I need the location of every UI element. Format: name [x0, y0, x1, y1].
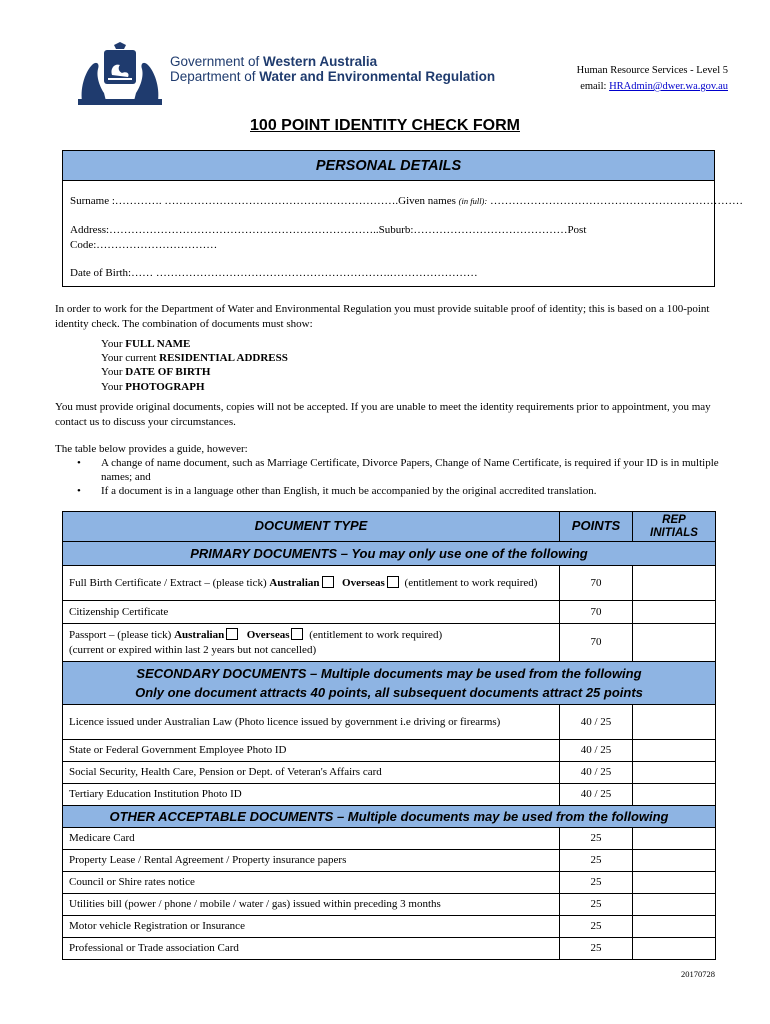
points-cell: 25 — [560, 850, 633, 872]
passport-australian-checkbox[interactable] — [226, 628, 238, 640]
col-points: POINTS — [560, 512, 633, 542]
points-cell: 25 — [560, 894, 633, 916]
table-row — [63, 938, 716, 960]
bullet-dot: • — [77, 485, 81, 497]
gov-line2-bold: Water and Environmental Regulation — [259, 69, 496, 84]
rep-initials-cell[interactable] — [633, 850, 716, 872]
col-document-type: DOCUMENT TYPE — [63, 512, 560, 542]
overseas-label: Overseas — [342, 576, 385, 589]
points-cell: 25 — [560, 916, 633, 938]
table-row — [63, 916, 716, 938]
points-cell: 25 — [560, 828, 633, 850]
rep-initials-cell[interactable] — [633, 762, 716, 784]
secondary-heading — [63, 662, 716, 705]
primary-heading: PRIMARY DOCUMENTS – You may only use one of the following — [63, 542, 716, 566]
points-cell: 40 / 25 — [560, 762, 633, 784]
passport-cell — [63, 624, 560, 662]
document-label: Licence issued under Australian Law (Photo licence issued by government i.e driving or firearms) — [63, 705, 560, 740]
passport-entitlement: (entitlement to work required) — [306, 629, 443, 641]
points-cell: 25 — [560, 872, 633, 894]
points-cell: 70 — [560, 601, 633, 624]
given-fill: …………………………………………………………… — [487, 195, 743, 207]
gov-line1-prefix: Government of — [170, 54, 264, 69]
personal-details-box — [62, 150, 743, 287]
table-header-row — [63, 512, 716, 542]
agency-name — [170, 54, 495, 84]
table-row — [63, 740, 716, 762]
requirement-item — [101, 380, 288, 394]
rep-initials-cell[interactable] — [633, 624, 716, 662]
birth-cert-cell — [63, 566, 560, 601]
birth-overseas-checkbox[interactable] — [387, 576, 399, 588]
points-cell: 40 / 25 — [560, 705, 633, 740]
requirement-prefix: Your current — [101, 352, 160, 365]
overseas-label: Overseas — [246, 629, 290, 641]
document-table — [62, 511, 716, 960]
originals-note: You must provide original documents, copies will not be accepted. If you are unable to meet the identity requirements prior to appointment, you may contact us to discuss your circumstances. — [55, 401, 711, 428]
requirement-item — [101, 365, 288, 379]
document-label: Social Security, Health Care, Pension or Dept. of Veteran's Affairs card — [63, 762, 560, 784]
table-row — [63, 784, 716, 806]
points-cell: 70 — [560, 624, 633, 662]
requirement-bold: PHOTOGRAPH — [125, 380, 205, 393]
dob-field[interactable]: Date of Birth:…… ……………………………………………………….…………………… — [70, 267, 478, 279]
rep-initials-cell[interactable] — [633, 740, 716, 762]
primary-heading-row — [63, 542, 716, 566]
secondary-heading-line2: Only one document attracts 40 points, all subsequent documents attract 25 points — [135, 685, 643, 700]
citizenship-cell: Citizenship Certificate — [63, 601, 560, 624]
hr-email-label: email: — [580, 81, 610, 92]
table-row — [63, 894, 716, 916]
secondary-heading-line1: SECONDARY DOCUMENTS – Multiple documents may be used from the following — [136, 666, 642, 681]
rep-initials-cell[interactable] — [633, 894, 716, 916]
rep-initials-cell[interactable] — [633, 872, 716, 894]
rep-initials-cell[interactable] — [633, 705, 716, 740]
requirement-prefix: Your — [101, 380, 126, 393]
australian-label: Australian — [174, 629, 225, 641]
document-label: Property Lease / Rental Agreement / Property insurance papers — [63, 850, 560, 872]
address-field[interactable]: Address:………………………………………………………………..Suburb:……………………………………Post — [70, 224, 587, 236]
bullet-dot: • — [77, 457, 81, 469]
requirement-bold: FULL NAME — [125, 338, 191, 350]
surname-given-field[interactable] — [70, 195, 743, 207]
other-heading: OTHER ACCEPTABLE DOCUMENTS – Multiple documents may be used from the following — [63, 806, 716, 828]
guide-section — [55, 442, 720, 498]
document-label: Professional or Trade association Card — [63, 938, 560, 960]
requirement-prefix: Your — [101, 338, 126, 350]
bullet-text: If a document is in a language other than English, it much be accompanied by the original accredited translation. — [101, 485, 597, 497]
personal-details-heading: PERSONAL DETAILS — [63, 151, 714, 181]
gov-line2-prefix: Department of — [170, 69, 260, 84]
rep-initials-cell[interactable] — [633, 916, 716, 938]
guide-bullet — [55, 456, 720, 484]
form-title: 100 POINT IDENTITY CHECK FORM — [250, 117, 520, 134]
hr-contact — [577, 63, 728, 95]
table-row — [63, 705, 716, 740]
points-cell: 25 — [560, 938, 633, 960]
document-label: Motor vehicle Registration or Insurance — [63, 916, 560, 938]
wa-coat-of-arms-logo — [74, 41, 166, 107]
requirement-bold: DATE OF BIRTH — [125, 366, 211, 379]
surname-label: Surname :…………. ……………………………………………………….Given names — [70, 195, 459, 207]
hr-address: Human Resource Services - Level 5 — [576, 65, 728, 76]
rep-initials-cell[interactable] — [633, 784, 716, 806]
passport-validity-note: (current or expired within last 2 years but not cancelled) — [69, 643, 317, 656]
document-label: State or Federal Government Employee Photo ID — [63, 740, 560, 762]
document-label: Medicare Card — [63, 828, 560, 850]
given-hint: (in full): — [458, 196, 488, 206]
bullet-text: A change of name document, such as Marriage Certificate, Divorce Papers, Change of Name Certificate, is required if your ID is in multiple names; and — [101, 457, 719, 483]
gov-line1-bold: Western Australia — [263, 54, 378, 69]
table-row — [63, 566, 716, 601]
other-heading-row — [63, 806, 716, 828]
requirement-prefix: Your — [101, 366, 126, 379]
rep-initials-cell[interactable] — [633, 938, 716, 960]
rep-initials-cell[interactable] — [633, 828, 716, 850]
postcode-field[interactable]: Code:…………………………… — [70, 239, 218, 251]
passport-overseas-checkbox[interactable] — [291, 628, 303, 640]
points-cell: 40 / 25 — [560, 784, 633, 806]
table-row — [63, 762, 716, 784]
table-row — [63, 624, 716, 662]
requirement-item — [101, 337, 288, 351]
requirement-bold: RESIDENTIAL ADDRESS — [159, 352, 288, 365]
requirement-item — [101, 351, 288, 365]
rep-initials-cell[interactable] — [633, 566, 716, 601]
form-version-code: 20170728 — [681, 969, 715, 979]
requirements-list — [101, 337, 288, 394]
guide-intro: The table below provides a guide, however: — [55, 443, 248, 455]
table-row — [63, 828, 716, 850]
hr-email-link[interactable]: HRAdmin@dwer.wa.gov.au — [609, 81, 728, 92]
guide-bullet — [55, 484, 720, 498]
intro-text: In order to work for the Department of Water and Environmental Regulation you must provide suitable proof of identity; this is based on a 100-point identity check. The combination of documents must show: — [55, 303, 710, 330]
birth-entitlement: (entitlement to work required) — [401, 576, 538, 589]
document-label: Tertiary Education Institution Photo ID — [63, 784, 560, 806]
table-row — [63, 850, 716, 872]
document-label: Council or Shire rates notice — [63, 872, 560, 894]
table-row — [63, 601, 716, 624]
australian-label: Australian — [269, 576, 320, 589]
col-rep-initials: REP INITIALS — [633, 512, 716, 542]
points-cell: 70 — [560, 566, 633, 601]
points-cell: 40 / 25 — [560, 740, 633, 762]
secondary-heading-row — [63, 662, 716, 705]
rep-initials-cell[interactable] — [633, 601, 716, 624]
table-row — [63, 872, 716, 894]
birth-australian-checkbox[interactable] — [322, 576, 334, 588]
birth-label: Full Birth Certificate / Extract – (please tick) — [69, 576, 270, 589]
passport-label: Passport – (please tick) — [69, 629, 175, 641]
document-label: Utilities bill (power / phone / mobile / water / gas) issued within preceding 3 months — [63, 894, 560, 916]
